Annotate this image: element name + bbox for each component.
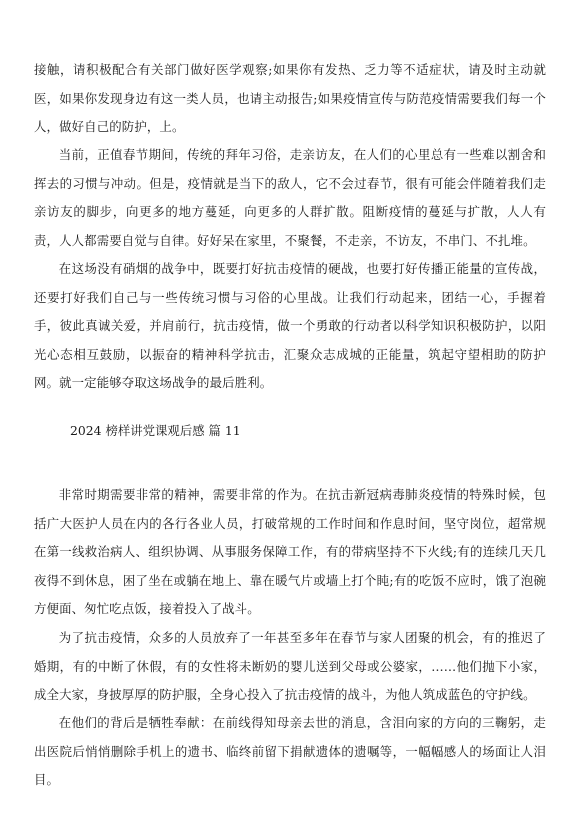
paragraph-spring-festival: 当前，正值春节期间，传统的拜年习俗，走亲访友，在人们的心里总有一些难以割舍和挥去的习惯与冲动。但是，疫情就是当下的敌人，它不会过春节，很有可能会伴随着我们走亲访友的脚步，向更多的地方蔓延，向更多的人群扩散。阻断疫情的蔓延与扩散，人人有责，人人都需要自觉与自律。好好呆在家里，不聚餐，不走亲，不访友，不串门、不扎堆。 xyxy=(34,147,546,248)
paragraph-give-up-reunion: 为了抗击疫情，众多的人员放弃了一年甚至多年在春节与家人团聚的机会，有的推迟了婚期，有的中断了休假，有的女性将未断奶的婴儿送到父母或公婆家，……他们抛下小家，成全大家，身披厚厚的防护服，全身心投入了抗击疫情的战斗，为他人筑成蓝色的守护线。 xyxy=(34,630,546,703)
paragraph-sacrifice: 在他们的背后是牺牲奉献：在前线得知母亲去世的消息，含泪向家的方向的三鞠躬，走出医院后悄悄删除手机上的遗书、临终前留下捐献遗体的遗嘱等，一幅幅感人的场面让人泪目。 xyxy=(34,715,546,788)
paragraph-no-smoke-war: 在这场没有硝烟的战争中，既要打好抗击疫情的硬战，也要打好传播正能量的宣传战，还要打好我们自己与一些传统习惯与习俗的心里战。让我们行动起来，团结一心，手握着手，彼此真诚关爱，并肩前行，抗击疫情，做一个勇敢的行动者以科学知识积极防护，以阳光心态相互鼓励，以振奋的精神科学抗击，汇聚众志成城的正能量，筑起守望相助的防护网。就一定能够夺取这场战争的最后胜利。 xyxy=(34,261,546,391)
paragraph-extraordinary-times: 非常时期需要非常的精神，需要非常的作为。在抗击新冠病毒肺炎疫情的特殊时候，包括广大医护人员在内的各行各业人员，打破常规的工作时间和作息时间，坚守岗位，超常规在第一线救治病人、组织协调、从事服务保障工作，有的带病坚持不下火线;有的连续几天几夜得不到休息，困了坐在或躺在地上、靠在暖气片或墙上打个盹;有的吃饭不应时，饿了泡碗方便面、匆忙吃点饭，接着投入了战斗。 xyxy=(34,487,546,617)
section-heading: 2024 榜样讲党课观后感 篇 11 xyxy=(70,423,241,438)
paragraph-self-protection: 接触，请积极配合有关部门做好医学观察;如果你有发热、乏力等不适症状，请及时主动就医，如果你发现身边有这一类人员，也请主动报告;如果疫情宣传与防范疫情需要我们每一个人，做好自己的防护，上。 xyxy=(34,62,546,135)
